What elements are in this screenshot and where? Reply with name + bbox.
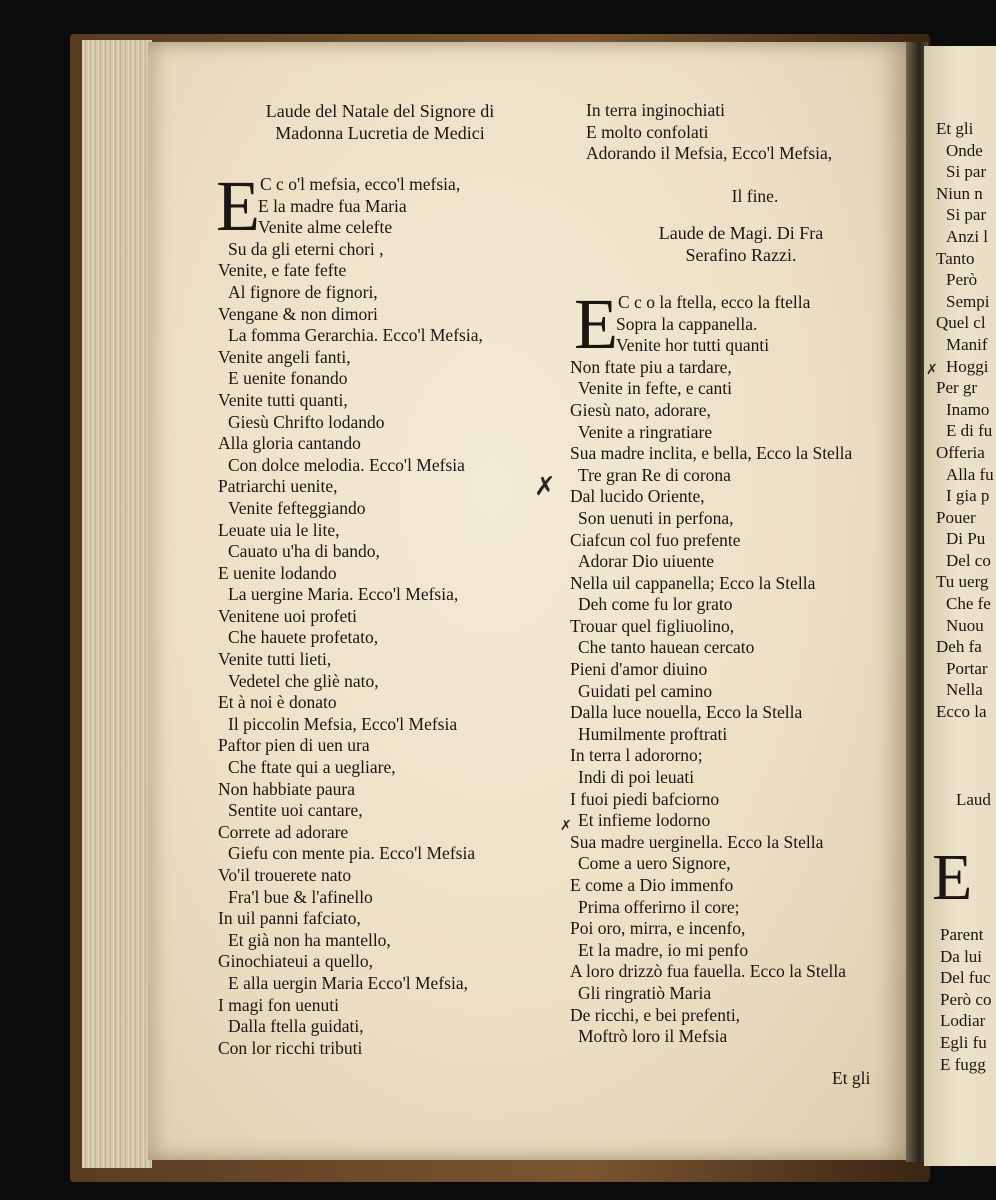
verse-line: Del fuc	[940, 968, 991, 988]
verse-line: De ricchi, e bei prefenti,	[570, 1004, 741, 1025]
margin-cross-mark: ✗	[926, 363, 938, 378]
verse-line: Ciafcun col fuo prefente	[570, 529, 741, 550]
verse-line: I gia p	[946, 486, 990, 506]
verse-line: Venite in fefte, e canti	[578, 378, 733, 399]
verse-line: Giesù nato, adorare,	[570, 399, 711, 420]
verse-line: Alla fu	[946, 464, 994, 484]
margin-cross-mark: ✗	[534, 472, 556, 501]
verse-line: Cauato u'ha di bando,	[228, 541, 380, 562]
verse-line: Pouer	[936, 507, 976, 527]
margin-cross-mark: ✗	[560, 819, 572, 834]
verse-line: Alla gloria cantando	[218, 433, 361, 454]
right-column	[560, 100, 910, 1048]
verse-line: Patriarchi uenite,	[218, 476, 338, 497]
verse-line: Tre gran Re di corona	[578, 464, 731, 485]
verse-line: Venitene uoi profeti	[218, 605, 357, 626]
verse-line: E di fu	[946, 421, 993, 441]
verse-line: Sua madre inclita, e bella, Ecco la Stella	[570, 443, 853, 464]
verse-line: Venite a ringratiare	[578, 421, 713, 442]
verse-line: Si par	[946, 205, 987, 225]
verse-line: E fugg	[940, 1054, 986, 1074]
verse-line: Ginochiateui a quello,	[218, 951, 374, 972]
verse-line: Giefu con mente pia. Ecco'l Mefsia	[228, 843, 476, 864]
verse-line: Non ftate piu a tardare,	[570, 356, 732, 377]
verse-line: Tu uerg	[936, 572, 989, 592]
verse-line: Come a uero Signore,	[578, 853, 731, 874]
verse-line: Niun n	[936, 183, 983, 203]
verse-line: Prima offerirno il core;	[578, 896, 740, 917]
verse-line: Che ftate qui a uegliare,	[228, 757, 396, 778]
verse-line: E molto confolati	[586, 121, 709, 142]
verse-line: A loro drizzò fua fauella. Ecco la Stella	[570, 961, 846, 982]
verse-line: Che tanto hauean cercato	[578, 637, 755, 658]
verse-line: Per gr	[936, 378, 978, 398]
verse-line: In terra inginochiati	[586, 100, 725, 120]
verse-line: Anzi l	[946, 226, 989, 246]
right-heading-line: Serafino Razzi.	[685, 244, 797, 265]
facing-page-text-top	[932, 118, 996, 723]
verse-line: Et la madre, io mi penfo	[578, 939, 749, 960]
verse-line: Egli fu	[940, 1032, 987, 1052]
left-heading-line: Laude del Natale del Signore di	[265, 101, 495, 121]
drop-capital: E	[216, 166, 260, 246]
verse-line: Inamo	[946, 399, 990, 419]
verse-line: Portar	[946, 658, 988, 678]
verse-line: Nella	[946, 680, 983, 700]
verse-line: Vengane & non dimori	[218, 303, 378, 324]
catchword: Et gli	[832, 1068, 871, 1088]
verse-line: Onde	[946, 140, 983, 160]
verse-line: Indi di poi leuati	[578, 767, 695, 788]
verse-line: La uergine Maria. Ecco'l Mefsia,	[228, 584, 459, 605]
verse-line: E come a Dio immenfo	[570, 875, 734, 895]
verse-line: Vo'il trouerete nato	[218, 865, 352, 885]
right-heading-line: Laude de Magi. Di Fra	[658, 222, 824, 243]
verse-line: Al fignore de fignori,	[228, 281, 378, 302]
verse-line: Deh come fu lor grato	[578, 594, 733, 615]
verse-line: Offeria	[936, 442, 985, 462]
verse-line: Venite, e fate fefte	[218, 260, 347, 281]
verse-line: Trouar quel figliuolino,	[570, 615, 735, 636]
verse-line: Del co	[946, 550, 991, 570]
facing-page-text-bottom	[940, 924, 996, 1075]
drop-capital: E	[574, 283, 618, 364]
right-heading	[560, 222, 910, 266]
verse-line: Nuou	[946, 615, 984, 635]
left-heading-line: Madonna Lucretia de Medici	[275, 123, 485, 143]
verse-line: Sentite uoi cantare,	[228, 800, 363, 821]
left-column	[200, 100, 560, 1059]
left-poem	[200, 166, 560, 1059]
verse-line: Sempi	[946, 291, 990, 311]
verse-line: Nella uil cappanella; Ecco la Stella	[570, 572, 816, 593]
verse-line: Ecco la	[936, 702, 987, 722]
verse-line: Venite angeli fanti,	[218, 346, 351, 367]
facing-page-heading: Laud	[956, 790, 991, 809]
verse-line: I fuoi piedi bafciorno	[570, 788, 720, 809]
verse-line: Fra'l bue & l'afinello	[228, 886, 373, 907]
verse-line: Hoggi	[946, 356, 989, 376]
verse-line: Deh fa	[936, 637, 982, 657]
right-poem	[560, 283, 910, 1048]
verse-line: Pieni d'amor diuino	[570, 659, 708, 680]
verse-line: E uenite lodando	[218, 562, 337, 583]
verse-line: E uenite fonando	[228, 368, 348, 389]
verse-line: Si par	[946, 162, 987, 182]
verse-line: Lodiar	[940, 1011, 986, 1031]
verse-line: In uil panni fafciato,	[218, 908, 361, 929]
verse-line: Di Pu	[946, 529, 986, 549]
verse-line: Venite hor tutti quanti	[616, 335, 770, 356]
verse-line: E alla uergin Maria Ecco'l Mefsia,	[228, 972, 468, 993]
verse-line: Paftor pien di uen ura	[218, 735, 370, 756]
verse-line: C c o'l mefsia, ecco'l mefsia,	[260, 174, 461, 194]
verse-line: Moftrò loro il Mefsia	[578, 1026, 728, 1047]
verse-line: Et infieme lodorno	[578, 810, 711, 831]
verse-line: Venite alme celefte	[258, 217, 393, 238]
verse-line: Che fe	[946, 594, 991, 614]
verse-line: Dalla luce nouella, Ecco la Stella	[570, 702, 803, 723]
verse-line: Sopra la cappanella.	[616, 313, 758, 334]
verse-line: Venite tutti quanti,	[218, 389, 348, 410]
verse-line: La fomma Gerarchia. Ecco'l Mefsia,	[228, 325, 483, 346]
verse-line: Vedetel che gliè nato,	[228, 670, 379, 691]
verse-line: Giesù Chrifto lodando	[228, 411, 385, 432]
page-edges	[82, 40, 152, 1168]
verse-line: Su da gli eterni chori ,	[228, 238, 384, 259]
verse-line: C c o la ftella, ecco la ftella	[618, 291, 811, 312]
verse-line: Con lor ricchi tributi	[218, 1037, 363, 1058]
verse-line: Leuate uia le lite,	[218, 519, 340, 540]
verse-line: Il piccolin Mefsia, Ecco'l Mefsia	[228, 713, 458, 734]
verse-line: Et gli	[936, 119, 974, 138]
verse-line: Venite tutti lieti,	[218, 649, 332, 670]
verse-line: Manif	[946, 334, 988, 354]
left-heading	[200, 100, 560, 144]
verse-line: Tanto	[936, 248, 975, 268]
verse-line: Però co	[940, 989, 992, 1009]
verse-line: In terra l adororno;	[570, 745, 703, 766]
verse-line: I magi fon uenuti	[218, 994, 340, 1015]
verse-line: Dal lucido Oriente,	[570, 486, 705, 507]
facing-drop-capital: E	[932, 841, 973, 914]
verse-line: Guidati pel camino	[578, 680, 713, 701]
verse-line: Poi oro, mirra, e incenfo,	[570, 918, 746, 939]
verse-line: Che hauete profetato,	[228, 627, 379, 648]
finis-label: Il fine.	[731, 186, 779, 207]
verse-line: Venite fefteggiando	[228, 497, 366, 518]
verse-line: Sua madre uerginella. Ecco la Stella	[570, 831, 824, 852]
verse-line: Correte ad adorare	[218, 821, 349, 842]
verse-line: Non habbiate paura	[218, 778, 356, 799]
verse-line: Quel cl	[936, 313, 986, 333]
verse-line: Adorar Dio uiuente	[578, 551, 715, 572]
verse-line: Et à noi è donato	[218, 692, 337, 713]
verse-line: Son uenuti in perfona,	[578, 507, 734, 528]
verse-line: Gli ringratiò Maria	[578, 982, 712, 1003]
verse-line: Con dolce melodia. Ecco'l Mefsia	[228, 454, 465, 475]
verse-line: Parent	[940, 925, 984, 944]
verse-line: Da lui	[940, 946, 983, 966]
verse-line: Dalla ftella guidati,	[228, 1016, 364, 1037]
verse-line: Et già non ha mantello,	[228, 929, 391, 950]
verse-line: Humilmente proftrati	[578, 723, 728, 744]
verse-line: Però	[946, 270, 978, 290]
verse-line: Adorando il Mefsia, Ecco'l Mefsia,	[586, 143, 833, 164]
verse-line: E la madre fua Maria	[258, 195, 407, 216]
